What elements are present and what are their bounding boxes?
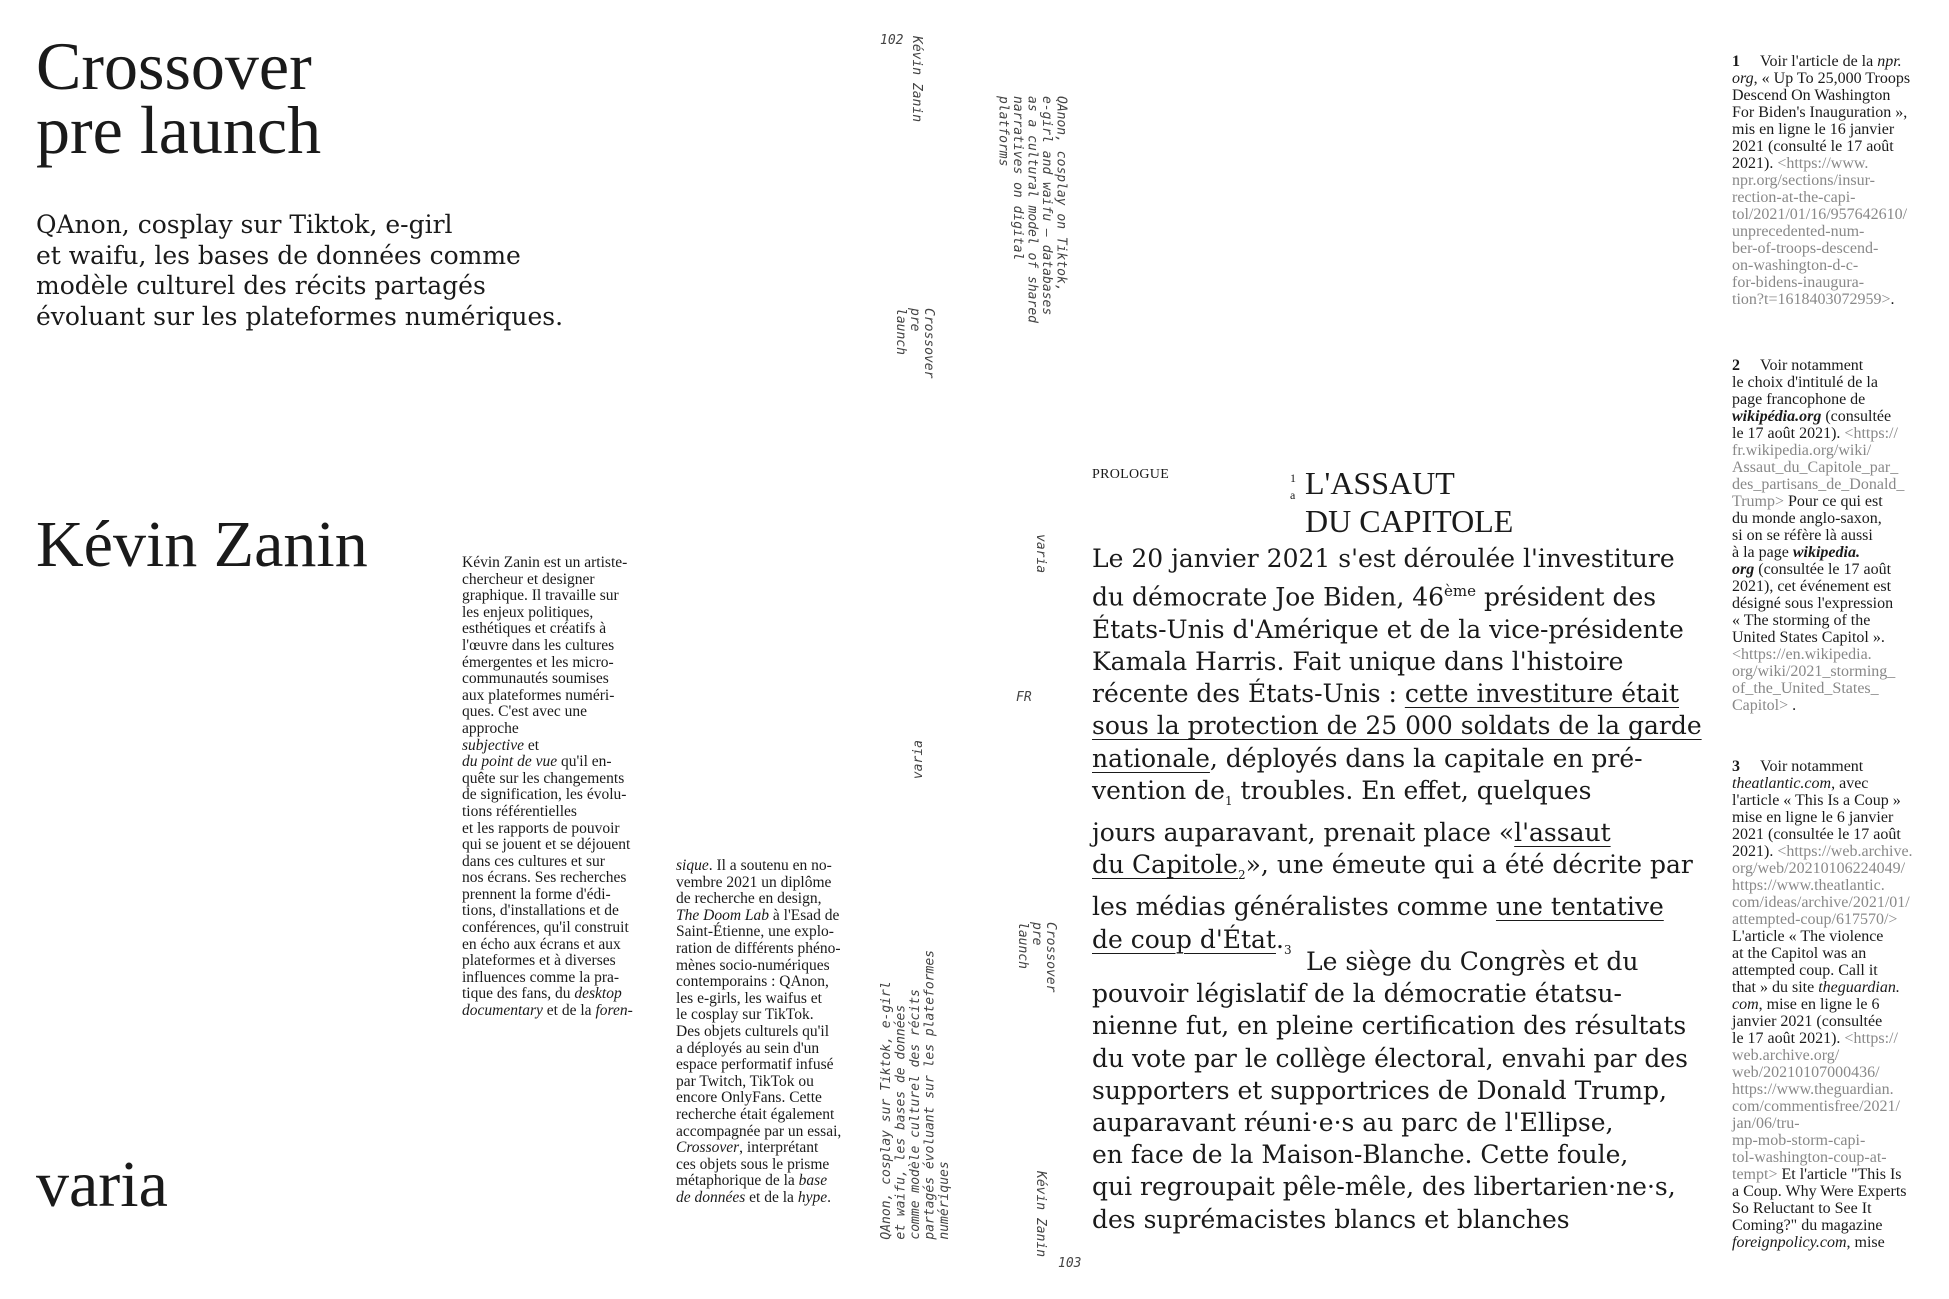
footnote-number: 1 xyxy=(1732,53,1740,70)
footnote-1 xyxy=(1732,53,1932,308)
heading-marks: 1 a xyxy=(1290,471,1296,502)
footnote-ref-1[interactable]: 1 xyxy=(1224,793,1233,808)
footnote-url[interactable]: <https:// fr.wikipedia.org/wiki/ Assaut_du_Capitole_par_ des_partisans_de_Donald_ Trump> xyxy=(1732,425,1905,510)
bio-text: et de la xyxy=(745,1188,794,1206)
footnote-text: Voir notamment le choix d'intitulé de la page francophone de xyxy=(1732,357,1878,408)
running-head-section-2: varia xyxy=(911,740,926,780)
running-head-title: Crossover pre launch xyxy=(893,308,936,379)
footnote-source: theatlantic.com xyxy=(1732,775,1832,792)
bio-emphasis: Crossover xyxy=(676,1139,740,1157)
bio-text: , interprétant ces objets sous le prisme métaphorique de la xyxy=(676,1139,830,1190)
article-paragraph-2: Le siège du Congrès et du pouvoir législatif de la démocratie étatsu- nienne fut, en pleine certification des résultats du vote par le collège électoral, envahi par des supporters et supportrices de Donald Trump, auparavant réuni·e·s au parc de l'Ellipse, en face de la Maison-Blanche. Cette foule, qui regroupait pêle-mêle, des libertarien·ne·s, des suprémacistes blancs et blanches xyxy=(1092,947,1688,1234)
footnote-url[interactable]: <https://web.archive. org/web/20210106224049/ https://www.theatlantic. com/ideas/archive/2021/01/ attempted-coup/617570/> xyxy=(1732,843,1913,928)
footnote-text: Voir l'article de la xyxy=(1760,53,1874,70)
bio-emphasis: sique xyxy=(676,857,709,874)
footnote-source: foreignpolicy.com xyxy=(1732,1234,1847,1251)
highlighted-claim[interactable]: cette investiture était sous la protection de 25 000 soldats de la garde nationale xyxy=(1092,679,1702,773)
footnote-text: , mise xyxy=(1846,1234,1885,1251)
bio-column-1 xyxy=(462,555,662,1020)
running-head-section: varia xyxy=(1033,534,1048,574)
running-head-author-2: Kévin Zanin xyxy=(1033,1171,1048,1258)
bio-emphasis: The Doom Lab xyxy=(676,906,770,924)
bio-text: . xyxy=(827,1188,831,1206)
body-text: Le 20 janvier 2021 s'est déroulée l'investiture du démocrate Joe Biden, 46 xyxy=(1092,544,1675,612)
section-heading: L'ASSAUT DU CAPITOLE xyxy=(1305,465,1514,539)
running-head-title-2: Crossover pre launch xyxy=(1015,922,1058,993)
body-text: . xyxy=(1275,924,1284,954)
article-subtitle: QAnon, cosplay sur Tiktok, e-girl et waifu, les bases de données comme modèle culturel des récits partagés évoluant sur les plateformes numériques. xyxy=(36,210,564,331)
footnote-text: , « Up To 25,000 Troops Descend On Washington For Biden's Inauguration », mis en ligne le 16 janvier 2021 (consulté le 17 août 2021). xyxy=(1732,70,1911,172)
bio-emphasis: hype xyxy=(797,1188,828,1206)
body-text: , déployés dans la capitale en pré- vention de xyxy=(1092,743,1643,805)
highlighted-claim[interactable]: une tentative de coup d'État xyxy=(1092,892,1664,954)
bio-text: à l'Esad de Saint-Étienne, une explo- ration de différents phéno- mènes socio-numériques contemporains : QAnon, les e-girls, les waifus et le cosplay sur TikTok. Des objets culturels qu'il a déployés au sein d'un espace performatif infusé par Twitch, TikTok ou encore OnlyFans. Cette recherche était également accompagnée par un essai, xyxy=(676,906,842,1140)
running-head-subtitle-fr: QAnon, cosplay sur Tiktok, e-girl et waifu, les bases de données comme modèle culturel des récits partagés évoluant sur les plateformes numériques xyxy=(879,950,952,1240)
language-label: FR xyxy=(1016,690,1032,705)
section-label: varia xyxy=(36,1148,168,1221)
bio-text: et de la xyxy=(542,1002,592,1020)
footnote-source: theguardian. com xyxy=(1732,979,1900,1013)
footnote-3 xyxy=(1732,758,1932,1251)
footnote-text: (consultée le 17 août 2021), cet événement est désigné sous l'expression « The storming of the United States Capitol ». xyxy=(1732,561,1894,646)
bio-text: et xyxy=(523,736,540,754)
footnote-url[interactable]: <https://en.wikipedia. org/wiki/2021_storming_ of_the_United_States_ Capitol> xyxy=(1732,646,1896,714)
footnote-text: . xyxy=(1788,697,1797,714)
running-head-author: Kévin Zanin xyxy=(909,36,924,123)
prologue-label: PROLOGUE xyxy=(1092,467,1170,482)
bio-text: qu'il en- quête sur les changements de signification, les évolu- tions référentielles et les rapports de pouvoir qui se jouent et se déjouent dans ces cultures et sur nos écrans. Ses recherches prennent la forme d'édi- tions, d'installations et de conférences, qu'il construit en écho aux écrans et aux plateformes et à diverses influences comme la pra- tique des fans, du xyxy=(462,753,631,1003)
running-head-subtitle-en: QAnon, cosplay on Tiktok, e-girl and waifu – databases as a cultural model of shared narratives on digital platforms xyxy=(995,96,1069,323)
article-body xyxy=(1092,543,1732,966)
bio-emphasis: subjective xyxy=(462,736,524,754)
bio-column-2 xyxy=(676,858,876,1206)
article-title: Crossover pre launch xyxy=(36,28,322,168)
body-text: troubles. En effet, quelques jours auparavant, prenait place « xyxy=(1092,775,1592,847)
author-name: Kévin Zanin xyxy=(36,508,368,581)
bio-text: . Il a soutenu en no- vembre 2021 un diplôme de recherche en design, xyxy=(676,857,832,908)
footnote-source: wikipedia. org xyxy=(1732,544,1860,578)
ordinal-suffix: ème xyxy=(1444,582,1477,601)
footnote-url[interactable]: <https:// web.archive.org/ web/20210107000436/ https://www.theguardian. com/commentisfree/2021/ jan/06/tru- mp-mob-storm-capi- tol-washington-coup-at- tempt> xyxy=(1732,1030,1900,1183)
footnote-text: (consultée le 17 août 2021). xyxy=(1732,408,1892,442)
bio-emphasis: desktop documentary xyxy=(462,985,622,1020)
footnote-text: Voir notamment xyxy=(1760,758,1864,775)
footnote-source: npr. org xyxy=(1732,53,1902,87)
bio-emphasis: du point de vue xyxy=(462,753,558,771)
footnote-text: Et l'article "This Is a Coup. Why Were Experts So Reluctant to See It Coming?" du magazine xyxy=(1732,1166,1907,1234)
footnote-number: 2 xyxy=(1732,357,1740,374)
footnote-text: . xyxy=(1890,291,1895,308)
bio-emphasis: base de données xyxy=(676,1172,828,1206)
footnote-text: Pour ce qui est du monde anglo-saxon, si on se réfère là aussi à la page xyxy=(1732,493,1883,561)
footnote-2 xyxy=(1732,357,1932,714)
footnote-number: 3 xyxy=(1732,758,1740,775)
footnote-text: , avec l'article « This Is a Coup » mise en ligne le 6 janvier 2021 (consultée le 17 août 2021). xyxy=(1732,775,1901,860)
footnote-ref-3[interactable]: 3 xyxy=(1283,942,1292,957)
highlighted-claim[interactable]: l'assaut du Capitole xyxy=(1092,817,1611,880)
body-text: président des États-Unis d'Amérique et de la vice-présidente Kamala Harris. Fait unique dans l'histoire récente des États-Unis : xyxy=(1092,582,1684,709)
bio-text: Kévin Zanin est un artiste- chercheur et designer graphique. Il travaille sur les enjeux politiques, esthétiques et créatifs à l'œuvre dans les cultures émergentes et les micro- communautés soumises aux plateformes numéri- ques. C'est avec une approche xyxy=(462,554,628,737)
footnote-text: L'article « The violence at the Capitol was an attempted coup. Call it that » du site xyxy=(1732,928,1884,996)
footnote-source: wikipédia.org xyxy=(1732,408,1822,425)
page-number-left: 102 xyxy=(880,33,904,48)
page-number-right: 103 xyxy=(1058,1256,1082,1271)
body-text: », une émeute qui a été décrite par les médias généralistes comme xyxy=(1092,850,1693,922)
footnote-url[interactable]: <https://www. npr.org/sections/insur- rection-at-the-capi- tol/2021/01/16/957642610/ unprecedented-num- ber-of-troops-descend- on-washington-d-c- for-bidens-inaugura- tion?t=1618403072959> xyxy=(1732,155,1908,308)
bio-emphasis: foren- xyxy=(595,1002,633,1020)
footnote-ref-2[interactable]: 2 xyxy=(1237,868,1246,883)
footnote-text: , mise en ligne le 6 janvier 2021 (consultée le 17 août 2021). xyxy=(1732,996,1883,1047)
